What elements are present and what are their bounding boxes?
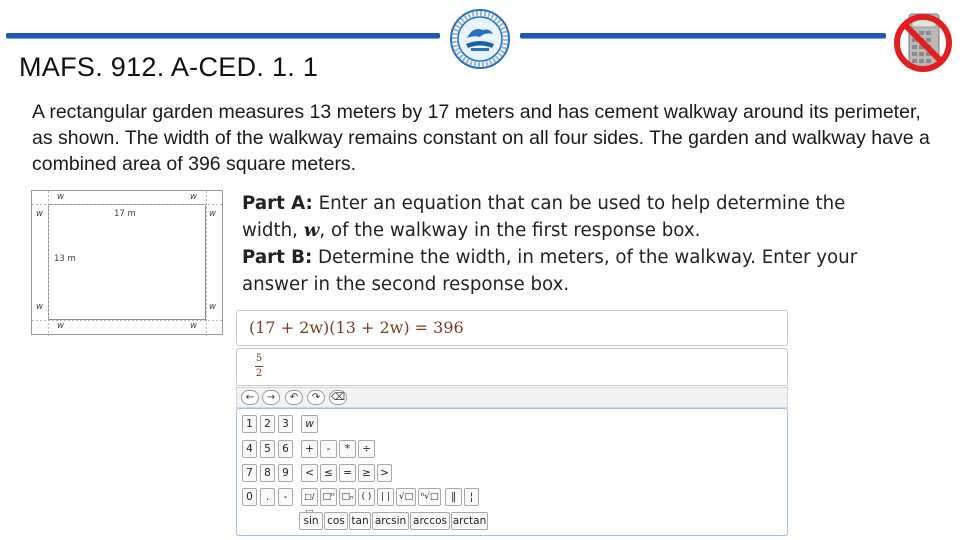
redo-button[interactable]: ↷ (307, 390, 325, 405)
key-0[interactable]: 0 (242, 488, 257, 506)
key-arcsin[interactable]: arcsin (372, 512, 409, 530)
part-a-label: Part A: (242, 193, 313, 214)
walkway-label: w (36, 209, 43, 219)
walkway-label: w (190, 192, 197, 202)
problem-statement: A rectangular garden measures 13 meters by 17 meters and has cement walkway around its perimeter, as shown. The width of the walkway remains constant on all four sides. The garden and walkway have a combined area of 396 square meters. (32, 101, 930, 175)
walkway-label: w (209, 209, 216, 219)
key-parallel[interactable]: ∥ (445, 488, 462, 506)
key-8[interactable]: 8 (260, 464, 275, 482)
walkway-label: w (36, 302, 43, 312)
fraction-answer (255, 353, 263, 380)
key-variable-w[interactable]: w (301, 415, 318, 433)
math-keypad (236, 408, 788, 536)
key-multiply[interactable]: * (339, 440, 356, 458)
part-b-text: Determine the width, in meters, of the walkway. Enter your answer in the second response box. (242, 247, 858, 295)
key-7[interactable]: 7 (242, 464, 257, 482)
fraction-denominator: 2 (255, 368, 263, 379)
key-greater-than[interactable]: > (377, 464, 392, 482)
part-a-text-end: , of the walkway in the first response box. (319, 220, 701, 241)
walkway-label: w (57, 192, 64, 202)
response-box-equation[interactable] (236, 310, 788, 346)
key-fraction[interactable]: □/ (301, 488, 318, 506)
move-right-button[interactable]: → (262, 390, 280, 405)
editor-toolbar (236, 387, 788, 408)
key-2[interactable]: 2 (260, 415, 275, 433)
part-a-variable: w (303, 220, 320, 241)
key-parentheses[interactable]: ( ) (358, 488, 375, 506)
task-instructions (242, 190, 902, 298)
key-square-root[interactable]: √□ (396, 488, 416, 506)
key-arccos[interactable]: arccos (410, 512, 450, 530)
key-tan[interactable]: tan (349, 512, 371, 530)
key-less-than[interactable]: < (301, 464, 318, 482)
part-a-text: Enter an equation that can be used to help determine the width, (242, 193, 846, 241)
standard-code: MAFS. 912. A-CED. 1. 1 (19, 52, 319, 82)
walkway-line-right (206, 191, 207, 336)
key-equals[interactable]: = (339, 464, 356, 482)
move-left-button[interactable]: ← (241, 390, 259, 405)
key-exponent[interactable]: □ⁿ (320, 488, 337, 506)
walkway-label: w (190, 321, 197, 331)
header-rule-right (520, 33, 886, 38)
key-negative[interactable]: - (278, 488, 293, 506)
key-sin[interactable]: sin (299, 512, 323, 530)
part-a (242, 190, 902, 244)
garden-diagram (31, 190, 223, 335)
key-nth-root[interactable]: ⁿ√□ (418, 488, 441, 506)
key-3[interactable]: 3 (278, 415, 293, 433)
key-5[interactable]: 5 (260, 440, 275, 458)
key-6[interactable]: 6 (278, 440, 293, 458)
response-box-width[interactable] (236, 348, 788, 386)
header-rule-left (6, 33, 440, 38)
fraction-bar (255, 366, 263, 367)
key-1[interactable]: 1 (242, 415, 257, 433)
undo-button[interactable]: ↶ (285, 390, 303, 405)
fraction-numerator: 5 (255, 353, 263, 364)
part-b-label: Part B: (242, 247, 313, 268)
part-b (242, 244, 902, 298)
key-subscript[interactable]: □ₙ (339, 488, 356, 506)
key-less-equal[interactable]: ≤ (320, 464, 337, 482)
key-perpendicular[interactable]: ¦ (464, 488, 479, 506)
key-4[interactable]: 4 (242, 440, 257, 458)
district-seal-icon (447, 8, 513, 70)
walkway-line-left (48, 191, 49, 336)
key-absolute-value[interactable]: | | (377, 488, 394, 506)
key-cos[interactable]: cos (324, 512, 348, 530)
garden-length-label: 17 m (114, 209, 136, 219)
no-calculator-icon (892, 6, 954, 76)
key-9[interactable]: 9 (278, 464, 293, 482)
key-minus[interactable]: - (320, 440, 337, 458)
delete-button[interactable]: ⌫ (330, 392, 346, 403)
key-arctan[interactable]: arctan (451, 512, 488, 530)
key-divide[interactable]: ÷ (358, 440, 375, 458)
walkway-label: w (209, 302, 216, 312)
walkway-label: w (57, 321, 64, 331)
key-greater-equal[interactable]: ≥ (358, 464, 375, 482)
garden-width-label: 13 m (54, 254, 76, 264)
equation-answer: (17 + 2w)(13 + 2w) = 396 (249, 318, 464, 337)
key-decimal[interactable]: . (260, 488, 275, 506)
walkway-line-top (32, 204, 224, 205)
key-plus[interactable]: + (301, 440, 318, 458)
